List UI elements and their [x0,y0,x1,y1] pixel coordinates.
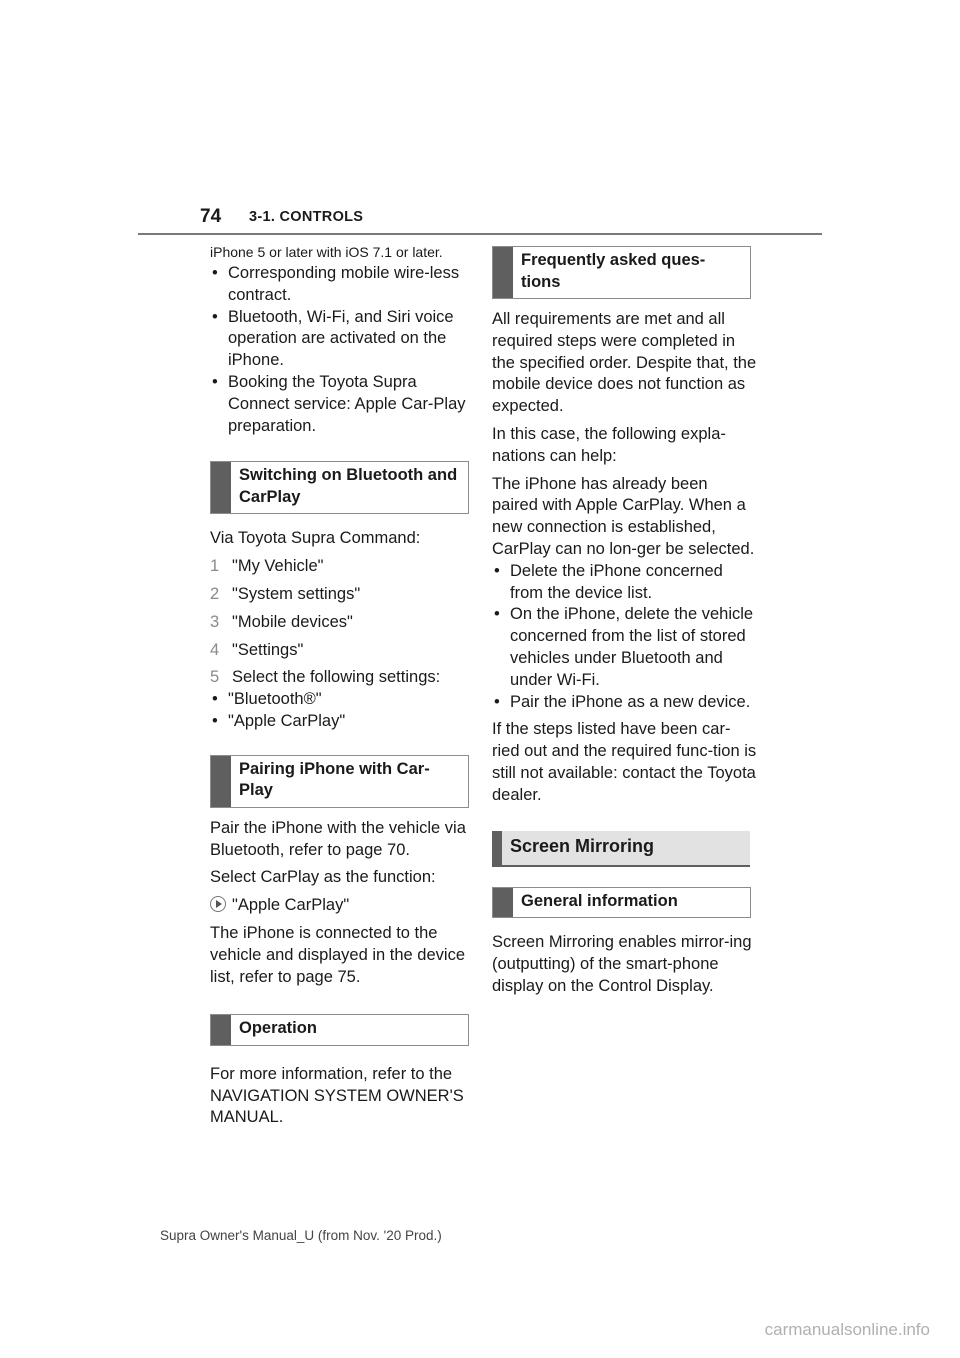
heading-screen-mirroring [492,831,750,867]
intro-line: iPhone 5 or later with iOS 7.1 or later. [210,244,443,260]
list-item: • Delete the iPhone concerned from the device list. [492,561,757,605]
settings-list [210,689,475,733]
select-text: Select CarPlay as the function: [210,868,436,887]
list-item: • "Apple CarPlay" [210,711,475,733]
heading-bar [492,831,502,865]
heading-switching [210,461,469,514]
faq-paragraph: All requirements are met and all required steps were completed in the specified order. Despite that, the mobile device does not function as expected. [492,310,757,416]
page-number: 74 [200,206,222,227]
heading-bar [211,756,231,807]
heading-text: Operation [239,1019,317,1038]
heading-general-info [492,887,751,919]
list-item: • Booking the Toyota Supra Connect service: Apple Car-Play preparation. [210,372,475,437]
heading-pairing [210,755,469,808]
step-item: 3 "Mobile devices" [210,612,353,631]
heading-bar [211,462,231,513]
faq-paragraph: The iPhone has already been paired with Apple CarPlay. When a new connection is established, CarPlay can no lon-ger be selected. [492,474,755,558]
heading-text: Switching on Bluetooth and CarPlay [239,466,458,506]
section-title: 3-1. CONTROLS [249,209,364,225]
mirroring-text: Screen Mirroring enables mirror-ing (outputting) of the smart-phone display on the Control Display. [492,933,752,995]
footer: Supra Owner's Manual_U (from Nov. '20 Prod.) [160,1228,442,1243]
list-item: • Pair the iPhone as a new device. [492,692,757,714]
faq-paragraph: In this case, the following expla-nations can help: [492,424,726,465]
select-item: "Apple CarPlay" [210,895,475,917]
more-info: For more information, refer to the NAVIGATION SYSTEM OWNER'S MANUAL. [210,1064,464,1127]
heading-text: General information [521,891,678,910]
heading-faq [492,246,751,299]
watermark: carmanualsonline.info [764,1320,930,1339]
step-item: 5 Select the following settings: [210,668,441,687]
heading-text: Pairing iPhone with Car-Play [239,759,430,800]
via-command: Via Toyota Supra Command: [210,529,421,548]
steps-list [210,556,475,689]
heading-operation [210,1014,469,1046]
list-item: • Corresponding mobile wire-less contract. [210,263,475,307]
connected-text: The iPhone is connected to the vehicle and displayed in the device list, refer to page 75. [210,923,466,986]
header-rule [138,233,822,235]
list-item: • "Bluetooth®" [210,689,475,711]
step-item: 1 "My Vehicle" [210,557,324,576]
pair-text: Pair the iPhone with the vehicle via Bluetooth, refer to page 70. [210,818,466,859]
heading-bar [493,888,513,918]
heading-bar [493,247,513,298]
list-item: • On the iPhone, delete the vehicle concerned from the list of stored vehicles under Bluetooth and under Wi-Fi. [492,604,757,691]
requirements-list [210,263,475,437]
list-item: • Bluetooth, Wi-Fi, and Siri voice operation are activated on the iPhone. [210,307,475,372]
heading-text: Screen Mirroring [510,835,655,856]
step-item: 4 "Settings" [210,640,304,659]
heading-text: Frequently asked ques-tions [521,251,706,291]
right-column [492,246,757,1003]
heading-bar [211,1015,231,1045]
left-column [210,243,475,1135]
faq-paragraph: If the steps listed have been car-ried out and the required func-tion is still not available: contact the Toyota dealer. [492,720,757,804]
play-arrow-icon [210,896,226,912]
faq-bullets [492,561,757,714]
step-item: 2 "System settings" [210,584,361,603]
